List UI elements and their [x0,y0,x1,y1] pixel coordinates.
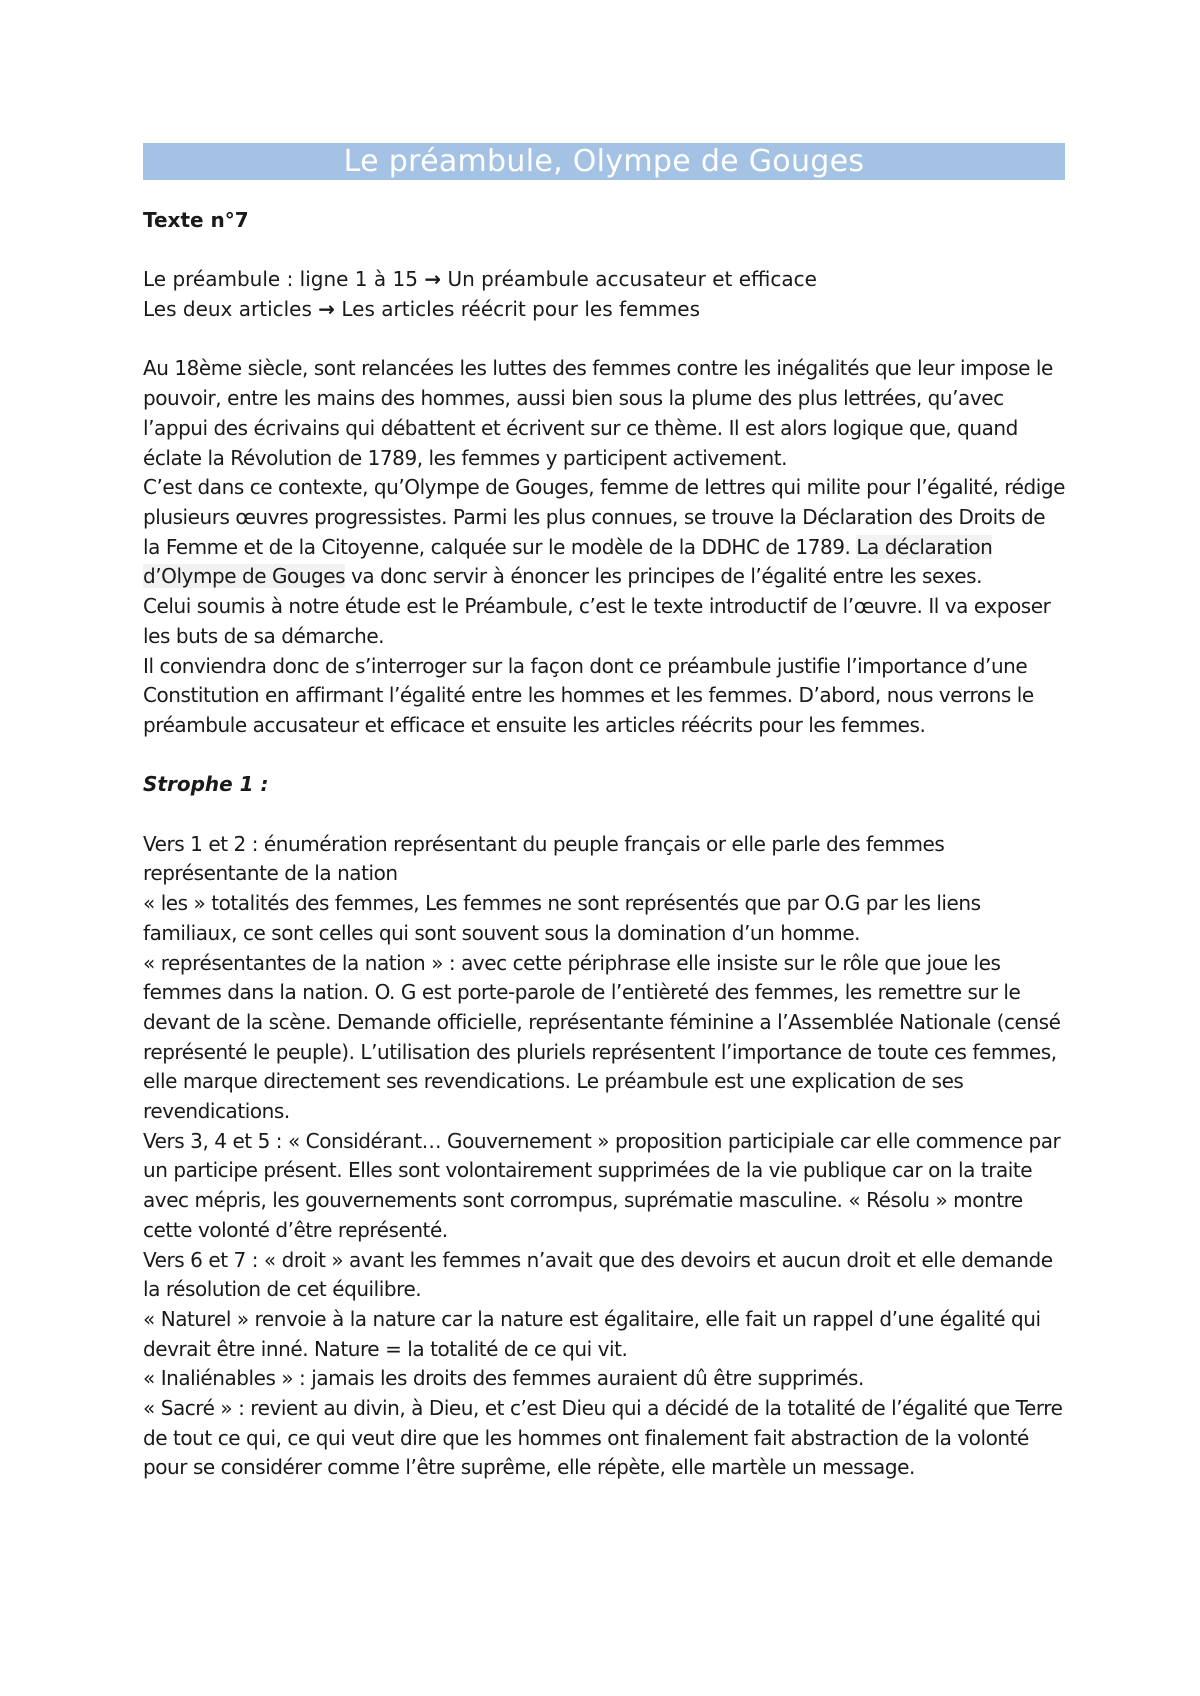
intro-paragraph-2-end: va donc servir à énoncer les principes de l’égalité entre les sexes. [345,564,982,589]
intro-paragraph-2-highlight: La déclaration d’Olympe de Gouges [143,534,993,589]
text-number-heading: Texte n°7 [143,208,249,232]
analysis-paragraph: « Inaliénables » : jamais les droits des femmes auraient dû être supprimés. [143,1366,864,1391]
strophe-heading: Strophe 1 : [143,772,269,797]
analysis-paragraph: Vers 3, 4 et 5 : « Considérant… Gouvernement » proposition participiale car elle commence par un participe présent. Elles sont volontairement supprimées de la vie publique car on la traite avec mépris, les gouvernements sont corrompus, suprématie masculine. « Résolu » montre cette volonté d’être représenté. [143,1128,1061,1242]
arrow-right-icon: → [424,267,442,292]
intro-paragraph-2 [143,473,1065,592]
plan-line-1-part: Le préambule : ligne 1 à 15 [143,267,418,292]
analysis-paragraph: « représentantes de la nation » : avec cette périphrase elle insiste sur le rôle que joue les femmes dans la nation. O. G est porte-parole de l’entièreté des femmes, les remettre sur le devant de la scène. Demande officielle, représentante féminine a l’Assemblée Nationale (censé représenté le peuple). L’utilisation des pluriels représentent l’importance de toute ces femmes, elle marque directement ses revendications. Le préambule est une explication de ses revendications. [143,950,1061,1124]
introduction [143,354,1065,740]
plan-line-2-description: Les articles réécrit pour les femmes [341,297,701,322]
analysis-paragraph: « Naturel » renvoie à la nature car la nature est égalitaire, elle fait un rappel d’une égalité qui devrait être inné. Nature = la totalité de ce qui vit. [143,1306,1041,1361]
analysis-paragraph: « les » totalités des femmes, Les femmes ne sont représentés que par O.G par les liens familiaux, ce sont celles qui sont souvent sous la domination d’un homme. [143,891,981,945]
analysis-paragraph: « Sacré » : revient au divin, à Dieu, et c’est Dieu qui a décidé de la totalité de l’égalité que Terre de tout ce qui, ce qui veut dire que les hommes ont finalement fait abstraction de la volonté pour se considérer comme l’être suprême, elle répète, elle martèle un message. [143,1396,1063,1480]
strophe-analysis [143,830,1065,1483]
arrow-right-icon: → [318,297,336,322]
document-title: Le préambule, Olympe de Gouges [143,143,1065,180]
plan-list [143,265,1065,324]
intro-paragraph-4: Il conviendra donc de s’interroger sur la façon dont ce préambule justifie l’importance d’une Constitution en affirmant l’égalité entre les hommes et les femmes. D’abord, nous verrons le préambule accusateur et efficace et ensuite les articles réécrits pour les femmes. [143,653,1034,737]
plan-line-2-part: Les deux articles [143,297,312,322]
document-page [143,143,1065,1483]
analysis-paragraph: Vers 6 et 7 : « droit » avant les femmes n’avait que des devoirs et aucun droit et elle demande la résolution de cet équilibre. [143,1247,1053,1302]
plan-line-1-description: Un préambule accusateur et efficace [447,267,817,292]
intro-paragraph-3: Celui soumis à notre étude est le Préambule, c’est le texte introductif de l’œuvre. Il va exposer les buts de sa démarche. [143,594,1051,648]
intro-paragraph-1: Au 18ème siècle, sont relancées les luttes des femmes contre les inégalités que leur impose le pouvoir, entre les mains des hommes, aussi bien sous la plume des plus lettrées, qu’avec l’appui des écrivains qui débattent et écrivent sur ce thème. Il est alors logique que, quand éclate la Révolution de 1789, les femmes y participent activement. [143,356,1053,470]
intro-paragraph-2-start: C’est dans ce contexte, qu’Olympe de Gouges, femme de lettres qui milite pour l’égalité, rédige plusieurs œuvres progressistes. Parmi les plus connues, se trouve la Déclaration des Droits de la Femme et de la Citoyenne, calquée sur le modèle de la DDHC de 1789. [143,475,1065,559]
plan-line-1 [143,265,1065,295]
analysis-paragraph: Vers 1 et 2 : énumération représentant du peuple français or elle parle des femmes représentante de la nation [143,831,945,886]
plan-line-2 [143,295,1065,325]
